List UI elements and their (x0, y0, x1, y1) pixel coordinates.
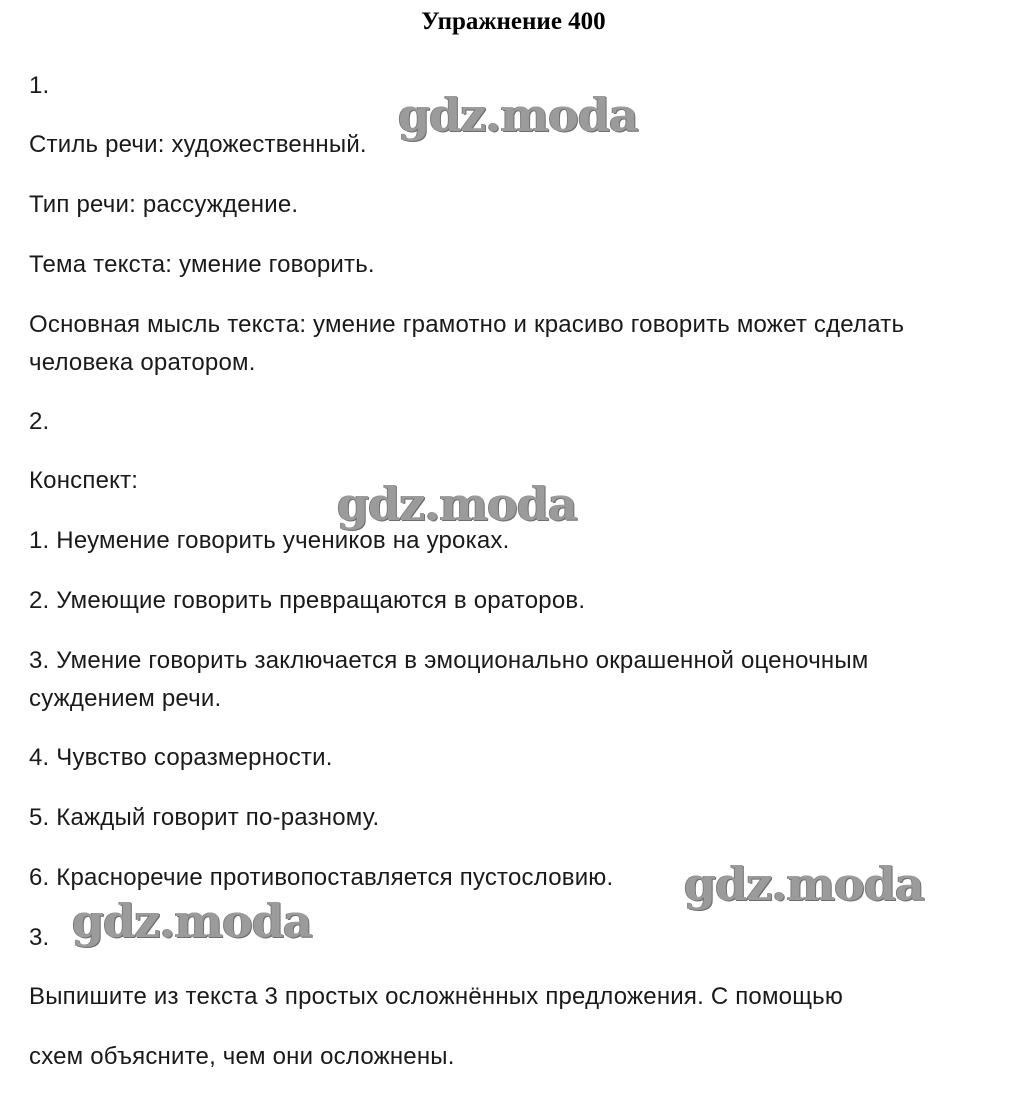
task-line-2: схем объясните, чем они осложнены. (29, 1043, 455, 1070)
summary-item-continuation: суждением речи. (29, 685, 222, 712)
summary-item: 3. Умение говорить заключается в эмоционально окрашенной оценочным (29, 647, 869, 674)
text-theme: Тема текста: умение говорить. (29, 251, 375, 278)
section-3-number: 3. (29, 924, 50, 951)
exercise-title: Упражнение 400 (421, 8, 606, 35)
speech-style: Стиль речи: художественный. (29, 131, 367, 158)
task-line-1: Выпишите из текста 3 простых осложнённых предложения. С помощью (29, 983, 844, 1010)
watermark: gdz.moda (337, 477, 577, 531)
watermark: gdz.moda (398, 88, 638, 142)
summary-item: 4. Чувство соразмерности. (29, 744, 333, 771)
main-idea-line-1: Основная мысль текста: умение грамотно и красиво говорить может сделать (29, 311, 905, 338)
main-idea-line-2: человека оратором. (29, 349, 256, 376)
summary-item: 2. Умеющие говорить превращаются в ораторов. (29, 587, 586, 614)
section-2-number: 2. (29, 408, 50, 435)
speech-type: Тип речи: рассуждение. (29, 191, 299, 218)
summary-item: 1. Неумение говорить учеников на уроках. (29, 527, 510, 554)
watermark: gdz.moda (684, 857, 924, 911)
summary-item: 6. Красноречие противопоставляется пустословию. (29, 864, 614, 891)
section-1-number: 1. (29, 72, 50, 99)
watermark: gdz.moda (72, 894, 312, 948)
summary-item: 5. Каждый говорит по-разному. (29, 804, 380, 831)
summary-heading: Конспект: (29, 467, 139, 494)
